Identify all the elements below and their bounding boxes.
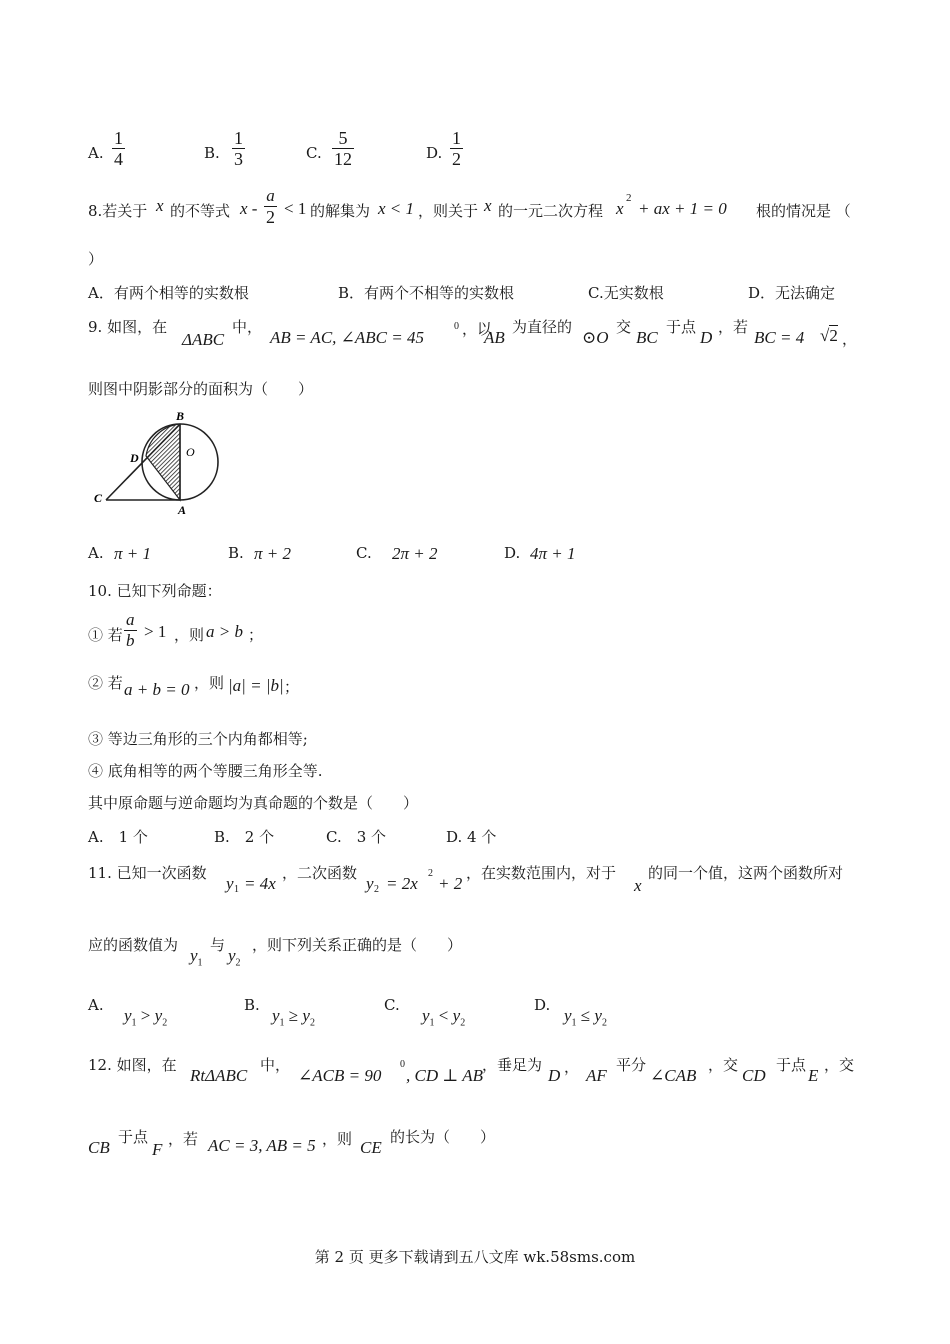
q8-text: 的一元二次方程 xyxy=(498,202,604,220)
q10-option-a: A. 1 个 xyxy=(88,828,148,846)
q9-text: 9. 如图，在 xyxy=(88,318,168,336)
q10-p1-text: ① 若 xyxy=(88,626,123,644)
q11-option-a-label: A. xyxy=(88,996,104,1014)
q9-ab: AB xyxy=(484,328,505,347)
q10-p1-text: ，则 xyxy=(174,626,205,644)
q11-text: 应的函数值为 xyxy=(88,936,179,954)
q11-option-a: $y_1 > y_2$ xyxy=(124,1006,168,1029)
page-footer: 第 2 页 更多下载请到五八文库 wk.58sms.com xyxy=(314,1248,636,1266)
q9-option-c: 2π + 2 xyxy=(392,544,438,563)
q12-cb: CB xyxy=(88,1138,110,1157)
q8-eq-rest: + ax + 1 = 0 xyxy=(638,199,727,218)
q9-bc-eq: BC = 4 xyxy=(754,328,805,347)
q9-shaded-region xyxy=(146,424,180,500)
q9-degree: 0 xyxy=(454,321,459,332)
q8-var-x: x xyxy=(484,196,492,215)
q10-p2-cond: a + b = 0 xyxy=(124,680,190,699)
q12-perp: , CD ⊥ AB xyxy=(406,1066,484,1085)
q12-text: 于点 xyxy=(118,1128,149,1146)
q12-text: ，若 xyxy=(168,1130,199,1148)
q12-condition: ∠ACB = 90 xyxy=(298,1066,382,1085)
q9-text: ， xyxy=(842,330,858,348)
q11-text: ，则下列关系正确的是（ ） xyxy=(252,936,463,954)
q8-option-a: A．有两个相等的实数根 xyxy=(88,284,249,302)
q9-option-d: 4π + 1 xyxy=(530,544,576,563)
q9-sqrt: √2 xyxy=(820,326,838,345)
q10-p2-conclusion: |a| = |b| xyxy=(228,676,284,695)
q11-option-b-label: B. xyxy=(244,996,260,1014)
q7-option-b-label: B. xyxy=(204,144,220,162)
q10-proposition-4: ④ 底角相等的两个等腰三角形全等. xyxy=(88,762,323,780)
q9-text: 为直径的 xyxy=(512,318,573,336)
q12-point-f: F xyxy=(152,1140,163,1159)
q12-angle-cab: ∠CAB xyxy=(650,1066,697,1085)
q10-p2-text: ，则 xyxy=(194,674,225,692)
q11-text: ，二次函数 xyxy=(282,864,358,882)
q7-option-d-frac: $\frac{1}{2}$ xyxy=(452,128,461,169)
q9-text: ，若 xyxy=(718,318,749,336)
q12-text: 的长为（ ） xyxy=(390,1128,496,1146)
q10-option-d: D. 4 个 xyxy=(446,828,497,846)
q12-text: 中， xyxy=(260,1056,291,1074)
q9-option-b-label: B. xyxy=(228,544,244,562)
q11-option-d-label: D. xyxy=(534,996,551,1014)
q10-title: 10. 已知下列命题： xyxy=(88,582,222,600)
q11-y2: y xyxy=(366,874,374,893)
q8-text: ，则关于 xyxy=(418,202,479,220)
q12-given: AC = 3, AB = 5 xyxy=(208,1136,316,1155)
q7-option-c-frac: $\frac{5}{12}$ xyxy=(334,128,352,169)
q10-p1-ineq: > 1 xyxy=(144,622,167,641)
q9-text: 交 xyxy=(616,318,632,336)
q10-option-b: B. 2 个 xyxy=(214,828,275,846)
q8-ineq-right: < 1 xyxy=(284,199,307,218)
q11-text: 的同一个值，这两个函数所对 xyxy=(648,864,844,882)
q12-ce: CE xyxy=(360,1138,382,1157)
q11-option-b: $y_1 \ge y_2$ xyxy=(272,1006,315,1029)
q12-text: 平分 xyxy=(616,1056,647,1074)
q9-option-d-label: D. xyxy=(504,544,521,562)
q10-p1-conclusion: a > b xyxy=(206,622,243,641)
q8-text: 的不等式 xyxy=(170,202,231,220)
q8-text: 的解集为 xyxy=(310,202,371,220)
q9-point-d: D xyxy=(700,328,713,347)
q11-option-c: $y_1 < y_2$ xyxy=(422,1006,466,1029)
q9-label-d: D xyxy=(130,451,139,465)
q7-option-d-label: D. xyxy=(426,144,443,162)
q11-eq2: = 2x xyxy=(386,874,418,893)
q11-y2-ref: $y_2$ xyxy=(228,946,241,969)
q10-question: 其中原命题与逆命题均为真命题的个数是（ ） xyxy=(88,794,419,812)
q8-ineq-left: x - xyxy=(240,199,258,218)
q8-option-b: B．有两个不相等的实数根 xyxy=(338,284,515,302)
q8-eq-x: x xyxy=(616,199,624,218)
q8-eq-sup: 2 xyxy=(626,192,632,204)
q10-p1-text: ； xyxy=(248,626,264,644)
q10-p1-frac: $\frac{a}{b}$ xyxy=(126,610,135,650)
q9-text: ，以 xyxy=(462,320,493,338)
q11-y2-sub: 2 xyxy=(374,884,379,895)
q7-option-b-frac: $\frac{1}{3}$ xyxy=(234,128,243,169)
q12-triangle: RtΔABC xyxy=(190,1066,248,1085)
q10-proposition-3: ③ 等边三角形的三个内角都相等; xyxy=(88,730,308,748)
q8-option-c: C.无实数根 xyxy=(588,284,664,302)
q9-option-a-label: A. xyxy=(88,544,104,562)
q12-text: ，交 xyxy=(824,1056,855,1074)
q9-text: 中， xyxy=(232,318,263,336)
q9-label-a: A xyxy=(178,503,187,517)
q12-af: AF xyxy=(586,1066,607,1085)
q9-text: 于点 xyxy=(666,318,697,336)
q11-y1: y xyxy=(226,874,234,893)
q9-figure xyxy=(88,410,238,520)
q9-sqrt-value: 2 xyxy=(829,326,838,345)
q9-option-a: π + 1 xyxy=(114,544,151,563)
q12-text: ，则 xyxy=(322,1130,353,1148)
q11-eq2-sup: 2 xyxy=(428,868,433,879)
q12-point-d: D xyxy=(548,1066,561,1085)
q7-option-c-label: C. xyxy=(306,144,322,162)
q9-option-b: π + 2 xyxy=(254,544,291,563)
q10-p2-text: ② 若 xyxy=(88,674,123,692)
q11-var-x: x xyxy=(634,876,642,895)
q7-option-a-frac: $\frac{1}{4}$ xyxy=(114,128,123,169)
q11-text: ，在实数范围内，对于 xyxy=(466,864,617,882)
q8-text: 8.若关于 xyxy=(88,202,148,220)
q8-frac: $\frac{a}{2}$ xyxy=(266,186,275,227)
q12-text: ， xyxy=(564,1058,580,1076)
q11-eq1: = 4x xyxy=(244,874,276,893)
q9-label-o: O xyxy=(186,445,195,459)
q12-text: ，交 xyxy=(708,1056,739,1074)
q11-y1-sub: 1 xyxy=(234,884,239,895)
q8-option-d: D．无法确定 xyxy=(748,284,836,302)
q11-y1-ref: $y_1$ xyxy=(190,946,203,969)
q11-text: 与 xyxy=(210,936,226,954)
q8-text: 根的情况是 （ xyxy=(756,202,851,220)
q10-p2-text: ； xyxy=(284,678,300,696)
q8-solution: x < 1 xyxy=(378,199,415,218)
q11-text: 11. 已知一次函数 xyxy=(88,864,207,882)
q8-close-paren: ） xyxy=(88,250,104,268)
q9-label-b: B xyxy=(176,410,185,423)
q9-condition: AB = AC, ∠ABC = 45 xyxy=(270,328,424,347)
q9-triangle: ΔABC xyxy=(182,330,225,349)
q11-option-c-label: C. xyxy=(384,996,400,1014)
q9-label-c: C xyxy=(94,491,103,505)
q12-text: ，垂足为 xyxy=(482,1056,543,1074)
q12-text: 12. 如图，在 xyxy=(88,1056,177,1074)
q12-text: 于点 xyxy=(776,1056,807,1074)
q12-cd: CD xyxy=(742,1066,766,1085)
q9-option-c-label: C. xyxy=(356,544,372,562)
q10-option-c: C. 3 个 xyxy=(326,828,387,846)
q9-bc: BC xyxy=(636,328,658,347)
q12-point-e: E xyxy=(808,1066,819,1085)
q9-question: 则图中阴影部分的面积为（ ） xyxy=(88,380,314,398)
q11-option-d: $y_1 \le y_2$ xyxy=(564,1006,607,1029)
q8-var-x: x xyxy=(156,196,164,215)
q11-eq2-tail: + 2 xyxy=(438,874,463,893)
q12-degree: 0 xyxy=(400,1059,405,1070)
q7-option-a-label: A. xyxy=(88,144,104,162)
q9-circle: ⊙O xyxy=(582,328,609,347)
